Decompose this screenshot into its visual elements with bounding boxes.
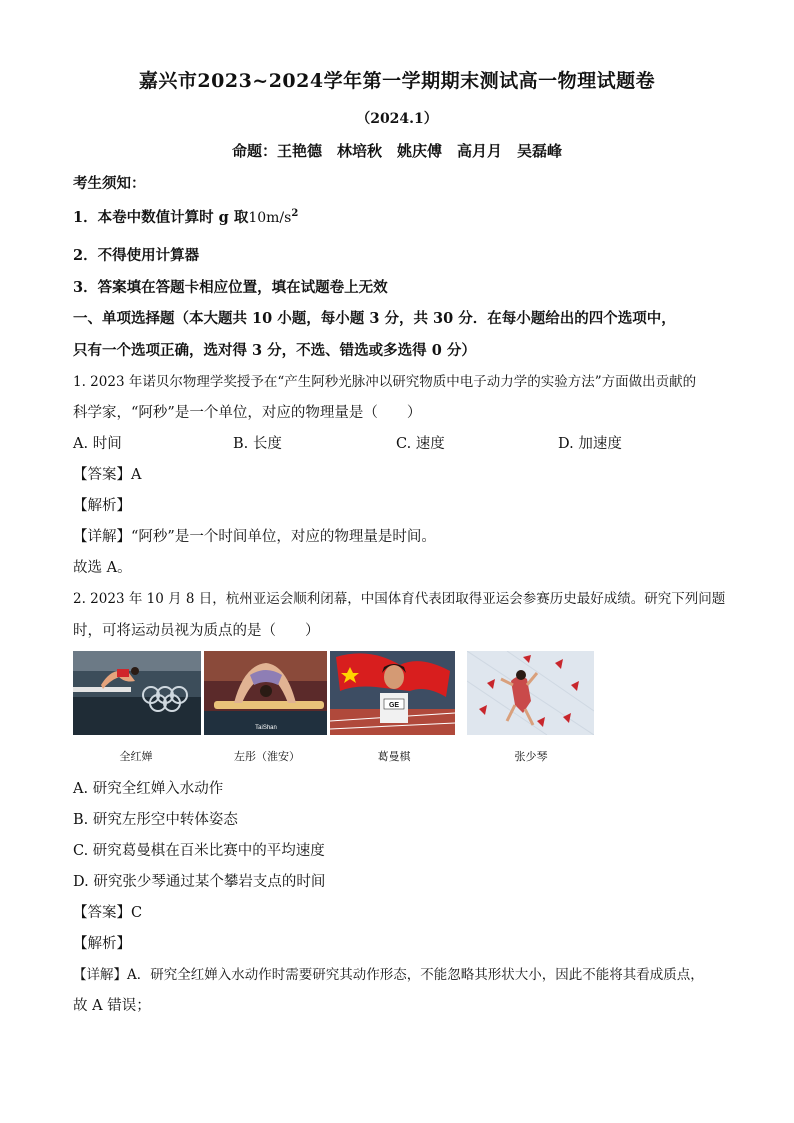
q2-option-a: A. 研究全红婵入水动作 bbox=[73, 781, 224, 797]
notice-item-1-text: 1．本卷中数值计算时 g 取 bbox=[73, 209, 249, 226]
q1-option-a: A. 时间 bbox=[73, 436, 122, 452]
caption-diver: 全红婵 bbox=[119, 750, 153, 763]
section-1-heading-line-1: 一、单项选择题（本大题共 10 小题，每小题 3 分，共 30 分．在每小题给出的四个选项中， bbox=[73, 310, 676, 327]
photo-sprinter-image bbox=[330, 651, 455, 735]
q1-options bbox=[73, 432, 733, 452]
q1-option-b: B. 长度 bbox=[233, 436, 282, 452]
q2-stem-line-2: 时，可将运动员视为质点的是（ ） bbox=[73, 623, 320, 639]
photo-sprinter-bib-text: GE bbox=[388, 702, 400, 709]
caption-sprinter: 葛曼棋 bbox=[377, 750, 411, 763]
q1-option-d: D. 加速度 bbox=[558, 436, 622, 452]
photo-gymnast-banner-text: TaiShan bbox=[255, 725, 277, 731]
photo-sprinter bbox=[330, 651, 455, 735]
q2-detail-line-1: 【详解】A．研究全红婵入水动作时需要研究其动作形态，不能忽略其形状大小，因此不能将其看成质点， bbox=[73, 967, 704, 983]
photo-climber bbox=[467, 651, 594, 735]
notice-item-3: 3．答案填在答题卡相应位置，填在试题卷上无效 bbox=[73, 279, 388, 296]
q2-option-d: D. 研究张少琴通过某个攀岩支点的时间 bbox=[73, 874, 326, 890]
photo-diver bbox=[73, 651, 201, 735]
q1-detail: 【详解】“阿秒”是一个时间单位，对应的物理量是时间。 bbox=[73, 529, 436, 545]
q1-stem-line-1: 1. 2023 年诺贝尔物理学奖授予在“产生阿秒光脉冲以研究物质中电子动力学的实验方法”方面做出贡献的 bbox=[73, 374, 697, 390]
q1-option-c: C. 速度 bbox=[396, 436, 445, 452]
photo-gymnast-image bbox=[204, 651, 327, 735]
q1-answer: 【答案】A bbox=[73, 467, 142, 483]
notice-item-1 bbox=[73, 206, 733, 227]
q2-option-b: B. 研究左彤空中转体姿态 bbox=[73, 812, 238, 828]
q1-analysis-label: 【解析】 bbox=[73, 498, 131, 514]
q2-option-c: C. 研究葛曼棋在百米比赛中的平均速度 bbox=[73, 843, 325, 859]
exam-title: 嘉兴市2023~2024学年第一学期期末测试高一物理试题卷 bbox=[138, 70, 656, 92]
photo-diver-image bbox=[73, 651, 201, 735]
photo-climber-image bbox=[467, 651, 594, 735]
q1-conclusion: 故选 A。 bbox=[73, 560, 132, 576]
exam-authors: 命题：王艳德 林培秋 姚庆傅 高月月 吴磊峰 bbox=[231, 142, 562, 160]
q2-answer: 【答案】C bbox=[73, 905, 143, 921]
caption-gymnast: 左彤（淮安） bbox=[234, 750, 300, 763]
q1-stem-line-2: 科学家，“阿秒”是一个单位，对应的物理量是（ ） bbox=[73, 405, 422, 421]
exam-date: （2024.1） bbox=[356, 111, 438, 127]
caption-climber: 张少琴 bbox=[514, 750, 548, 763]
notice-item-2: 2．不得使用计算器 bbox=[73, 247, 200, 264]
notice-heading: 考生须知： bbox=[73, 175, 146, 192]
photo-gymnast bbox=[204, 651, 327, 735]
q2-photo-strip bbox=[73, 651, 603, 735]
notice-item-1-exponent: 2 bbox=[291, 208, 299, 220]
q2-analysis-label: 【解析】 bbox=[73, 936, 131, 952]
q2-detail-line-2: 故 A 错误； bbox=[73, 998, 151, 1014]
q2-stem-line-1: 2. 2023 年 10 月 8 日，杭州亚运会顺利闭幕，中国体育代表团取得亚运会参赛历史最好成绩。研究下列问题 bbox=[73, 591, 726, 607]
notice-item-1-unit: 10m/s bbox=[248, 210, 292, 226]
section-1-heading-line-2: 只有一个选项正确，选对得 3 分，不选、错选或多选得 0 分） bbox=[73, 342, 476, 359]
